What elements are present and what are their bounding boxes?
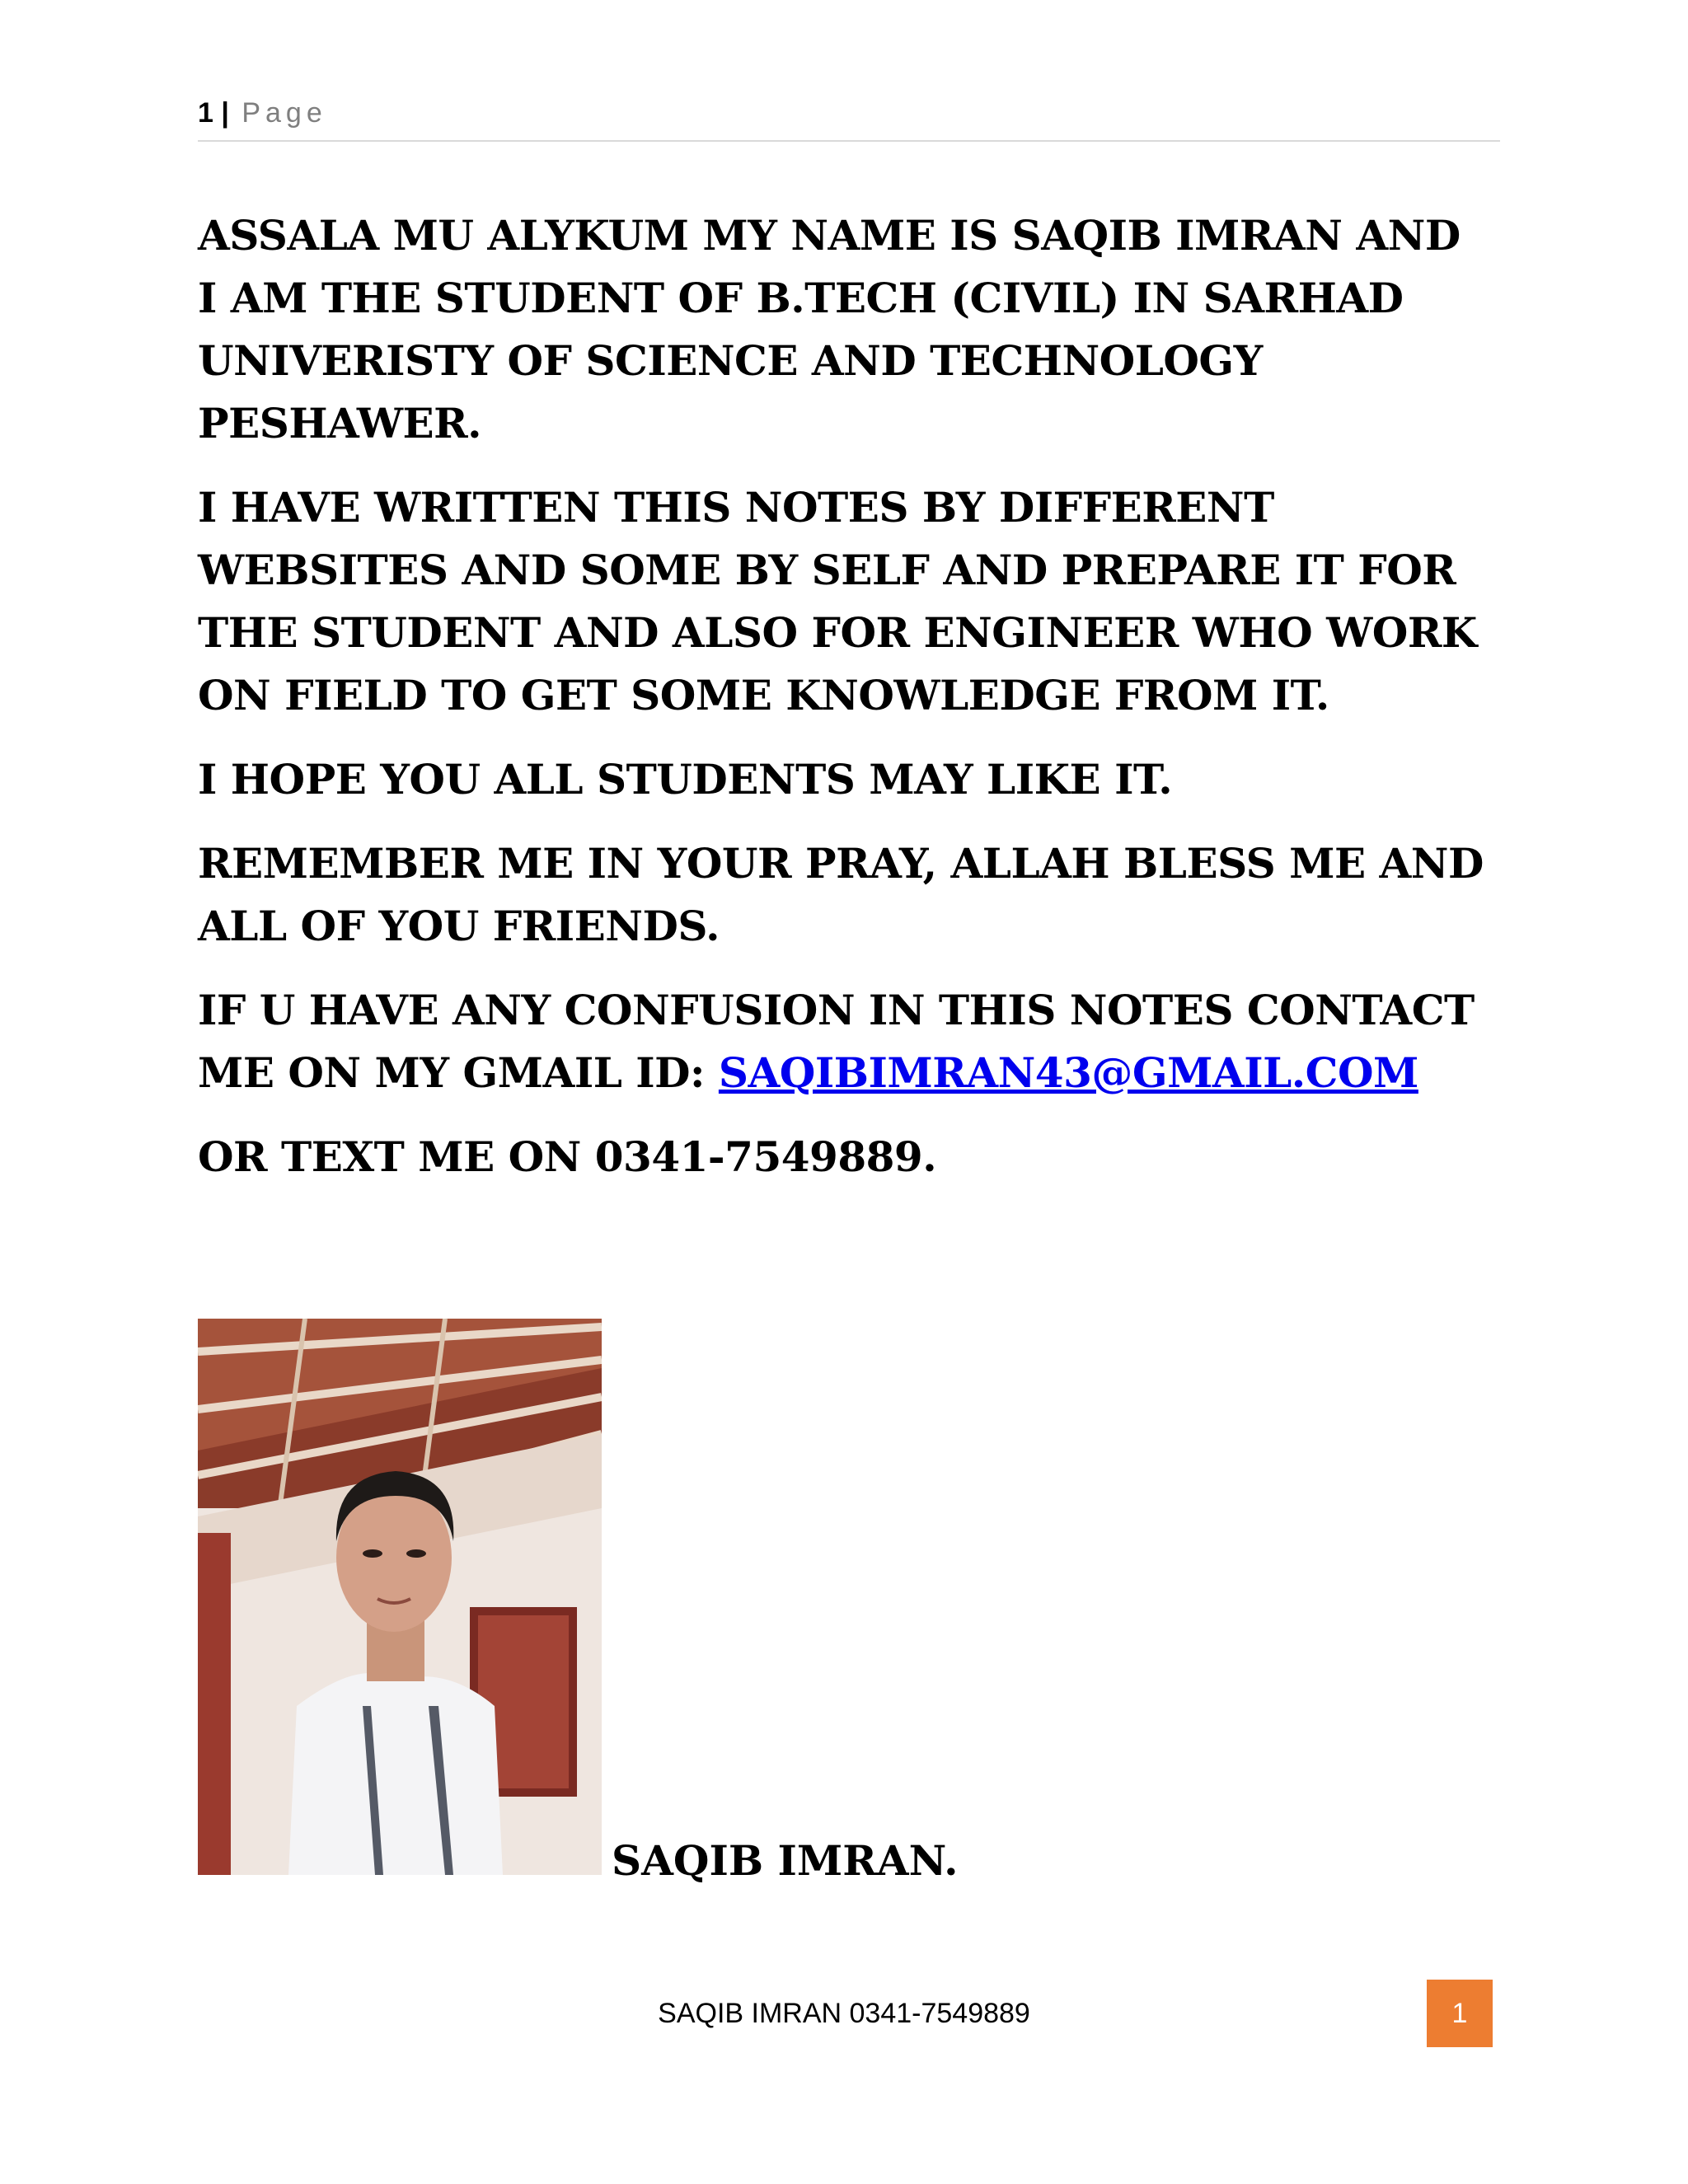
header-page-number: 1 — [198, 97, 213, 129]
hope-paragraph: I HOPE YOU ALL STUDENTS MAY LIKE IT. — [198, 755, 1173, 804]
portrait-photo-drawing — [198, 1319, 602, 1875]
prayer-paragraph: REMEMBER ME IN YOUR PRAY, ALLAH BLESS ME AND ALL OF YOU FRIENDS. — [198, 839, 1484, 950]
contact-text: IF U HAVE ANY CONFUSION IN THIS NOTES CONTACT ME ON MY GMAIL ID: — [198, 986, 1475, 1097]
header-separator: | — [221, 97, 229, 129]
phone-paragraph: OR TEXT ME ON 0341-7549889. — [198, 1132, 937, 1181]
footer-text: SAQIB IMRAN 0341-7549889 — [658, 1998, 1030, 2029]
portrait-photo — [198, 1319, 602, 1875]
notes-paragraph: I HAVE WRITTEN THIS NOTES BY DIFFERENT WEBSITES AND SOME BY SELF AND PREPARE IT FOR THE STUDENT AND ALSO FOR ENGINEER WHO WORK ON FIELD TO GET SOME KNOWLEDGE FROM IT. — [198, 483, 1477, 719]
document-body — [198, 204, 1492, 1210]
header-page-word: Page — [241, 97, 327, 129]
intro-paragraph: ASSALA MU ALYKUM MY NAME IS SAQIB IMRAN AND I AM THE STUDENT OF B.TECH (CIVIL) IN SARHAD UNIVERISTY OF SCIENCE AND TECHNOLOGY PESHAWER. — [198, 211, 1461, 448]
contact-paragraph — [198, 979, 1492, 1104]
email-link[interactable]: SAQIBIMRAN43@GMAIL.COM — [718, 1048, 1418, 1097]
signature-name: SAQIB IMRAN. — [612, 1836, 959, 1885]
footer-page-badge: 1 — [1427, 1980, 1493, 2047]
page-header — [198, 97, 1500, 142]
